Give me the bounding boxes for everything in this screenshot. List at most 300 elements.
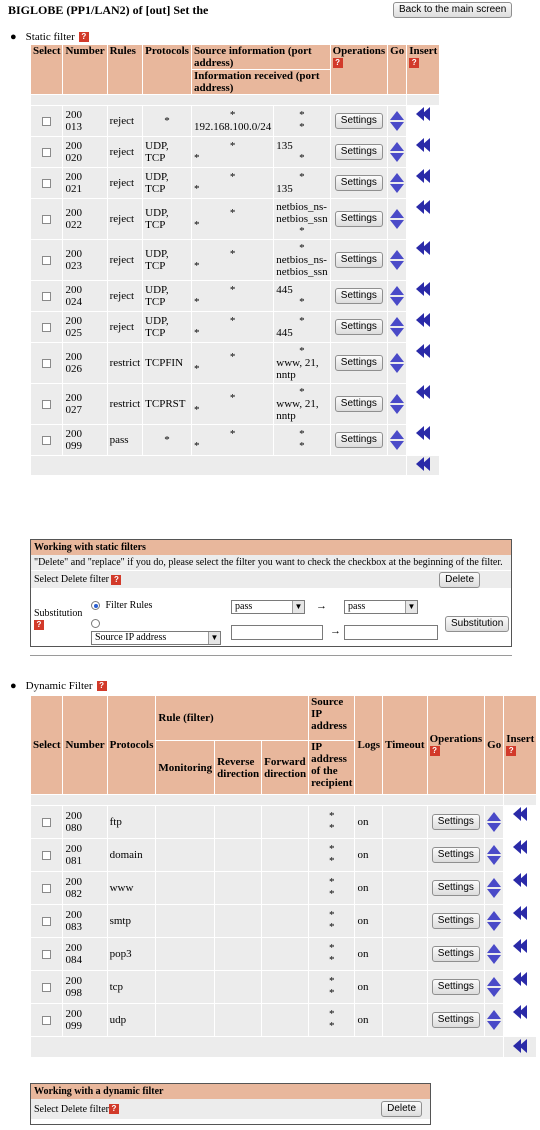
dynamic-filter-table (30, 695, 537, 1058)
row-destination: 445 * (274, 281, 329, 311)
insert-double-arrow-icon[interactable] (415, 456, 431, 472)
row-insert (407, 199, 439, 239)
select-checkbox[interactable] (42, 179, 51, 188)
row-number: 200 023 (63, 240, 106, 280)
col-source-info: Source information (port address) (192, 45, 330, 69)
help-icon[interactable]: ? (409, 58, 419, 68)
row-go (388, 168, 406, 198)
row-operations (428, 872, 485, 904)
row-ip: * * (309, 872, 354, 904)
row-number: 200 099 (63, 1004, 106, 1036)
row-destination: * 445 (274, 312, 329, 342)
select-checkbox[interactable] (42, 818, 51, 827)
col-timeout: Timeout (383, 696, 427, 794)
row-log: on (355, 971, 382, 1003)
col-insert: Insert ? (407, 45, 439, 94)
row-source: * * (192, 240, 273, 280)
row-insert (407, 343, 439, 383)
select-checkbox[interactable] (42, 436, 51, 445)
insert-double-arrow-icon[interactable] (512, 1038, 528, 1054)
arrow-icon: → (330, 625, 341, 637)
row-protocol: * (143, 425, 191, 455)
table-row (31, 425, 439, 455)
row-select[interactable] (31, 384, 62, 424)
row-select[interactable] (31, 240, 62, 280)
row-number: 200 025 (63, 312, 106, 342)
col-rules: Rules (108, 45, 143, 94)
row-select[interactable] (31, 425, 62, 455)
static-ops-hint: "Delete" and "replace" if you do, please select the filter you want to check the checkbox at the beginning of the filter. (31, 555, 511, 570)
insert-double-arrow-icon[interactable] (512, 839, 528, 855)
dynamic-delete-button[interactable]: Delete (381, 1101, 422, 1117)
dynamic-delete-row: Select Delete filter ? Delete (31, 1099, 430, 1119)
settings-button[interactable]: Settings (432, 880, 480, 896)
row-select[interactable] (31, 806, 62, 838)
settings-button[interactable]: Settings (432, 979, 480, 995)
row-select[interactable] (31, 312, 62, 342)
table-row (31, 839, 536, 871)
row-operations (428, 905, 485, 937)
row-forward (262, 839, 308, 871)
row-operations (331, 281, 388, 311)
insert-double-arrow-icon[interactable] (512, 905, 528, 921)
row-select[interactable] (31, 343, 62, 383)
row-protocol: TCPRST (143, 384, 191, 424)
settings-button[interactable]: Settings (432, 847, 480, 863)
settings-button[interactable]: Settings (335, 355, 383, 371)
row-destination: netbios_ns-netbios_ssn * (276, 201, 328, 237)
row-operations (428, 1004, 485, 1036)
up-down-arrow-icon[interactable] (487, 810, 501, 834)
row-log: on (355, 839, 382, 871)
row-monitoring (156, 872, 214, 904)
up-down-arrow-icon[interactable] (390, 109, 404, 133)
row-protocol: tcp (108, 971, 156, 1003)
up-down-arrow-icon[interactable] (390, 171, 404, 195)
select-checkbox[interactable] (42, 359, 51, 368)
row-ip: * * (309, 839, 354, 871)
row-destination: * www, 21, nntp (274, 343, 329, 383)
up-down-arrow-icon[interactable] (390, 351, 404, 375)
row-number: 200 081 (63, 839, 106, 871)
filter-rules-radio[interactable] (91, 601, 100, 610)
insert-double-arrow-icon[interactable] (415, 106, 431, 122)
static-delete-button[interactable]: Delete (439, 572, 480, 588)
row-operations (331, 199, 388, 239)
col-reverse: Reverse direction (215, 741, 261, 794)
select-checkbox[interactable] (42, 851, 51, 860)
row-timeout (383, 938, 427, 970)
row-source: * 192.168.100.0/24 (192, 106, 273, 136)
settings-button[interactable]: Settings (335, 113, 383, 129)
table-row (31, 905, 536, 937)
from-text-input[interactable] (231, 625, 323, 640)
row-reverse (215, 872, 261, 904)
row-insert (407, 137, 439, 167)
select-checkbox[interactable] (42, 292, 51, 301)
up-down-arrow-icon[interactable] (390, 140, 404, 164)
source-option[interactable] (91, 617, 100, 629)
row-insert (407, 106, 439, 136)
insert-double-arrow-icon[interactable] (512, 971, 528, 987)
insert-double-arrow-icon[interactable] (415, 199, 431, 215)
row-number: 200 099 (63, 425, 106, 455)
row-select[interactable] (31, 905, 62, 937)
row-number: 200 020 (63, 137, 106, 167)
row-protocol: * (143, 106, 191, 136)
row-go (388, 312, 406, 342)
up-down-arrow-icon[interactable] (487, 1008, 501, 1032)
col-rule-filter: Rule (filter) (156, 696, 308, 740)
row-operations (331, 137, 388, 167)
settings-button[interactable]: Settings (432, 814, 480, 830)
table-row (31, 199, 439, 239)
col-go: Go (485, 696, 503, 794)
row-select[interactable] (31, 106, 62, 136)
row-destination: * 135 (274, 168, 329, 198)
table-row (31, 106, 439, 136)
settings-button[interactable]: Settings (432, 946, 480, 962)
insert-double-arrow-icon[interactable] (512, 1004, 528, 1020)
row-forward (262, 971, 308, 1003)
insert-double-arrow-icon[interactable] (415, 425, 431, 441)
row-reverse (215, 839, 261, 871)
row-log: on (355, 806, 382, 838)
up-down-arrow-icon[interactable] (487, 876, 501, 900)
row-protocol: UDP, TCP (143, 137, 191, 167)
row-insert (407, 456, 439, 475)
row-go (388, 240, 406, 280)
row-reverse (215, 806, 261, 838)
select-checkbox[interactable] (42, 1016, 51, 1025)
up-down-arrow-icon[interactable] (390, 207, 404, 231)
row-reverse (215, 971, 261, 1003)
row-forward (262, 806, 308, 838)
row-go (485, 1004, 503, 1036)
chevron-down-icon: ▼ (292, 601, 304, 613)
row-rule: reject (108, 106, 143, 136)
col-source-ip: Source IP address (309, 696, 354, 740)
row-monitoring (156, 971, 214, 1003)
col-go: Go (388, 45, 406, 94)
row-rule: reject (108, 240, 143, 280)
help-icon[interactable]: ? (109, 1104, 119, 1114)
row-operations (428, 839, 485, 871)
row-insert (407, 168, 439, 198)
col-protocols: Protocols (143, 45, 191, 94)
table-row (31, 168, 439, 198)
table-row (31, 240, 439, 280)
help-icon[interactable]: ? (430, 746, 440, 756)
row-destination: * * (274, 106, 329, 136)
arrow-icon: → (316, 600, 327, 612)
bullet-icon: ● (10, 680, 17, 692)
row-timeout (383, 872, 427, 904)
insert-double-arrow-icon[interactable] (415, 281, 431, 297)
row-source: * * (192, 281, 273, 311)
select-checkbox[interactable] (42, 256, 51, 265)
settings-button[interactable]: Settings (335, 252, 383, 268)
help-icon[interactable]: ? (97, 681, 107, 691)
static-filter-table (30, 44, 440, 476)
insert-double-arrow-icon[interactable] (415, 343, 431, 359)
row-source: * * (192, 384, 273, 424)
row-select[interactable] (31, 839, 62, 871)
row-go (388, 425, 406, 455)
static-ops-box (30, 539, 512, 647)
to-text-input[interactable] (344, 625, 438, 640)
settings-button[interactable]: Settings (335, 175, 383, 191)
select-checkbox[interactable] (42, 884, 51, 893)
row-select[interactable] (31, 938, 62, 970)
up-down-arrow-icon[interactable] (390, 428, 404, 452)
row-protocol: TCPFIN (143, 343, 191, 383)
row-timeout (383, 806, 427, 838)
select-checkbox[interactable] (42, 950, 51, 959)
to-rule-select[interactable]: pass ▼ (344, 600, 418, 614)
settings-button[interactable]: Settings (335, 288, 383, 304)
row-reverse (215, 905, 261, 937)
row-forward (262, 872, 308, 904)
row-protocol: UDP, TCP (143, 240, 191, 280)
up-down-arrow-icon[interactable] (487, 909, 501, 933)
table-row (31, 1004, 536, 1036)
settings-button[interactable]: Settings (432, 1012, 480, 1028)
row-go (485, 839, 503, 871)
col-recipient-ip: IP address of the recipient (309, 741, 354, 794)
row-insert (407, 425, 439, 455)
row-protocol: UDP, TCP (143, 199, 191, 239)
row-go (485, 938, 503, 970)
help-icon[interactable]: ? (34, 620, 44, 630)
row-reverse (215, 1004, 261, 1036)
row-select[interactable] (31, 971, 62, 1003)
back-to-main-button[interactable]: Back to the main screen (393, 2, 512, 18)
chevron-down-icon: ▼ (405, 601, 417, 613)
row-destination: * www, 21, nntp (274, 384, 329, 424)
row-ip: * * (309, 1004, 354, 1036)
substitution-label: Substitution ? (34, 608, 83, 629)
row-monitoring (156, 806, 214, 838)
help-icon[interactable]: ? (506, 746, 516, 756)
help-icon[interactable]: ? (333, 58, 343, 68)
row-insert (407, 281, 439, 311)
row-ip: * * (309, 971, 354, 1003)
row-insert (504, 1037, 536, 1057)
insert-double-arrow-icon[interactable] (415, 137, 431, 153)
row-insert (504, 806, 536, 838)
settings-button[interactable]: Settings (432, 913, 480, 929)
row-insert (504, 938, 536, 970)
static-delete-row: Select Delete filter ? Delete (31, 570, 511, 588)
row-insert (504, 872, 536, 904)
row-protocol: ftp (108, 806, 156, 838)
row-protocol: www (108, 872, 156, 904)
row-insert (407, 312, 439, 342)
row-ip: * * (309, 938, 354, 970)
table-row (31, 872, 536, 904)
col-monitoring: Monitoring (156, 741, 214, 794)
row-number: 200 083 (63, 905, 106, 937)
row-insert (504, 1004, 536, 1036)
row-protocol: domain (108, 839, 156, 871)
static-filter-label: ● Static filter ? (10, 31, 89, 43)
row-log: on (355, 872, 382, 904)
settings-button[interactable]: Settings (335, 396, 383, 412)
help-icon[interactable]: ? (79, 32, 89, 42)
col-protocols: Protocols (108, 696, 156, 794)
substitution-button[interactable]: Substitution (445, 616, 509, 632)
divider (30, 655, 512, 656)
select-checkbox[interactable] (42, 215, 51, 224)
row-timeout (383, 971, 427, 1003)
dynamic-filter-label: ● Dynamic Filter ? (10, 680, 107, 692)
bullet-icon: ● (10, 31, 17, 43)
source-select[interactable]: Source IP address ▼ (91, 631, 221, 645)
row-operations (331, 343, 388, 383)
col-number: Number (63, 696, 106, 794)
table-row (31, 384, 439, 424)
table-row (31, 971, 536, 1003)
select-checkbox[interactable] (42, 983, 51, 992)
row-rule: reject (108, 168, 143, 198)
row-rule: reject (108, 137, 143, 167)
row-destination: * netbios_ns-netbios_ssn (276, 242, 328, 278)
col-forward: Forward direction (262, 741, 308, 794)
row-number: 200 024 (63, 281, 106, 311)
settings-button[interactable]: Settings (335, 319, 383, 335)
row-ip: * * (309, 905, 354, 937)
row-operations (331, 240, 388, 280)
source-radio[interactable] (91, 619, 100, 628)
row-go (388, 384, 406, 424)
up-down-arrow-icon[interactable] (390, 248, 404, 272)
row-insert (407, 384, 439, 424)
insert-double-arrow-icon[interactable] (415, 384, 431, 400)
top-bar (0, 0, 540, 22)
row-timeout (383, 905, 427, 937)
row-number: 200 098 (63, 971, 106, 1003)
dynamic-ops-box (30, 1083, 431, 1125)
row-number: 200 084 (63, 938, 106, 970)
up-down-arrow-icon[interactable] (487, 942, 501, 966)
settings-button[interactable]: Settings (335, 211, 383, 227)
row-protocol: pop3 (108, 938, 156, 970)
row-protocol: UDP, TCP (143, 168, 191, 198)
row-operations (428, 806, 485, 838)
col-number: Number (63, 45, 106, 94)
row-monitoring (156, 905, 214, 937)
up-down-arrow-icon[interactable] (487, 843, 501, 867)
row-go (485, 971, 503, 1003)
settings-button[interactable]: Settings (335, 432, 383, 448)
table-row (31, 281, 439, 311)
row-operations (331, 312, 388, 342)
row-insert (504, 905, 536, 937)
row-protocol: UDP, TCP (143, 281, 191, 311)
row-ip: * * (309, 806, 354, 838)
col-select: Select (31, 696, 62, 794)
row-operations (331, 168, 388, 198)
select-checkbox[interactable] (42, 400, 51, 409)
row-go (485, 806, 503, 838)
up-down-arrow-icon[interactable] (487, 975, 501, 999)
row-forward (262, 1004, 308, 1036)
row-select[interactable] (31, 199, 62, 239)
row-monitoring (156, 839, 214, 871)
insert-double-arrow-icon[interactable] (512, 872, 528, 888)
row-monitoring (156, 938, 214, 970)
row-operations (331, 106, 388, 136)
table-row (31, 938, 536, 970)
col-info-received: Information received (port address) (192, 70, 330, 94)
select-checkbox[interactable] (42, 917, 51, 926)
row-reverse (215, 938, 261, 970)
row-rule: pass (108, 425, 143, 455)
row-number: 200 080 (63, 806, 106, 838)
from-rule-select[interactable]: pass ▼ (231, 600, 305, 614)
row-select[interactable] (31, 872, 62, 904)
row-select[interactable] (31, 1004, 62, 1036)
row-protocol: smtp (108, 905, 156, 937)
row-source: * * (192, 425, 273, 455)
help-icon[interactable]: ? (111, 575, 121, 585)
insert-double-arrow-icon[interactable] (415, 240, 431, 256)
col-logs: Logs (355, 696, 382, 794)
row-select[interactable] (31, 168, 62, 198)
row-protocol: UDP, TCP (143, 312, 191, 342)
up-down-arrow-icon[interactable] (390, 392, 404, 416)
select-checkbox[interactable] (42, 323, 51, 332)
row-rule: restrict (108, 343, 143, 383)
table-row (31, 312, 439, 342)
row-number: 200 021 (63, 168, 106, 198)
static-ops-title: Working with static filters (31, 540, 511, 555)
row-timeout (383, 839, 427, 871)
filter-rules-option[interactable]: Filter Rules (91, 600, 152, 611)
insert-double-arrow-icon[interactable] (512, 938, 528, 954)
row-operations (331, 384, 388, 424)
row-select[interactable] (31, 137, 62, 167)
insert-double-arrow-icon[interactable] (415, 168, 431, 184)
col-operations: Operations ? (331, 45, 388, 94)
row-operations (428, 938, 485, 970)
row-source: * * (192, 137, 273, 167)
row-number: 200 022 (63, 199, 106, 239)
settings-button[interactable]: Settings (335, 144, 383, 160)
row-monitoring (156, 1004, 214, 1036)
select-checkbox[interactable] (42, 117, 51, 126)
row-source: * * (192, 168, 273, 198)
up-down-arrow-icon[interactable] (390, 284, 404, 308)
col-operations: Operations ? (428, 696, 485, 794)
page-title: BIGLOBE (PP1/LAN2) of [out] Set the (8, 3, 209, 17)
row-timeout (383, 1004, 427, 1036)
select-checkbox[interactable] (42, 148, 51, 157)
row-operations (331, 425, 388, 455)
row-forward (262, 905, 308, 937)
row-forward (262, 938, 308, 970)
up-down-arrow-icon[interactable] (390, 315, 404, 339)
row-protocol: udp (108, 1004, 156, 1036)
insert-double-arrow-icon[interactable] (415, 312, 431, 328)
row-go (485, 872, 503, 904)
row-go (388, 106, 406, 136)
row-number: 200 026 (63, 343, 106, 383)
row-select[interactable] (31, 281, 62, 311)
row-rule: restrict (108, 384, 143, 424)
insert-double-arrow-icon[interactable] (512, 806, 528, 822)
